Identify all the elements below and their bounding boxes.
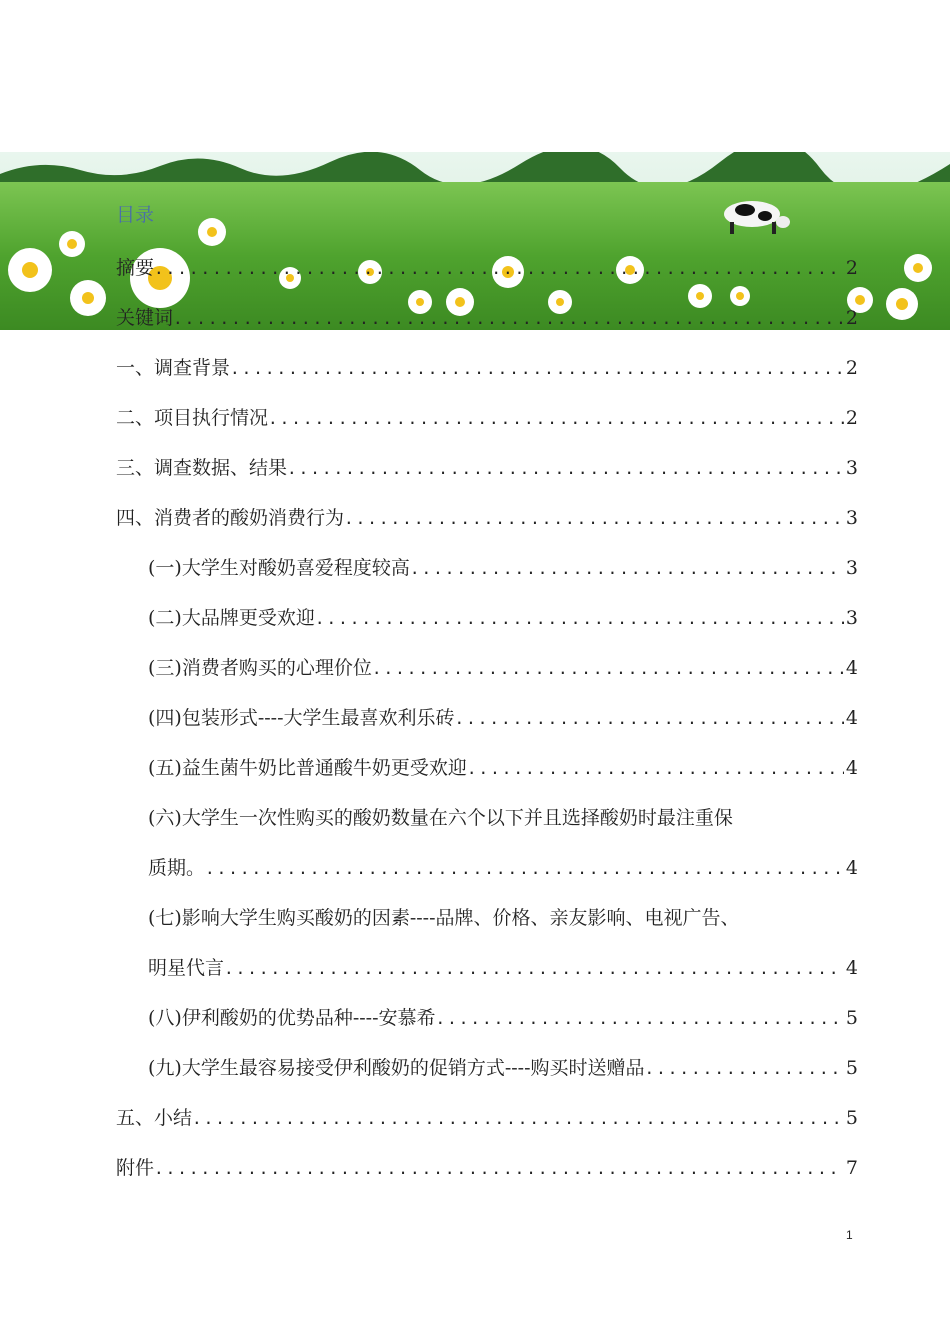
toc-entry-page: 3 (845, 457, 858, 479)
toc-entry-title: (八)伊利酸奶的优势品种----安慕希 (148, 1007, 436, 1029)
toc-entry-page: 4 (845, 707, 858, 729)
toc-leader-dots (173, 306, 844, 332)
toc-entry-title: 五、小结 (116, 1107, 193, 1129)
toc-entry-section-5[interactable] (116, 1105, 858, 1131)
toc-heading: 目录 (116, 204, 155, 226)
toc-leader-dots (436, 1006, 844, 1032)
toc-entry-title: 附件 (116, 1157, 155, 1179)
toc-entry-4-6-line1[interactable] (148, 805, 868, 831)
header-banner-image (0, 152, 950, 330)
toc-leader-dots (192, 1106, 844, 1132)
toc-leader-dots (268, 406, 844, 432)
toc-leader-dots (372, 656, 844, 682)
page-number: 1 (846, 1228, 853, 1242)
toc-leader-dots (344, 506, 844, 532)
toc-entry-4-8[interactable] (148, 1005, 858, 1031)
toc-entry-4-3[interactable] (148, 655, 858, 681)
toc-entry-4-9[interactable] (148, 1055, 858, 1081)
toc-leader-dots (287, 456, 844, 482)
toc-entry-4-2[interactable] (148, 605, 858, 631)
toc-leader-dots (154, 256, 844, 282)
toc-entry-title: 质期。 (148, 857, 206, 879)
toc-entry-page: 4 (845, 957, 858, 979)
toc-leader-dots (467, 756, 844, 782)
toc-entry-title: (三)消费者购买的心理价位 (148, 657, 372, 679)
toc-entry-title: (九)大学生最容易接受伊利酸奶的促销方式----购买时送赠品 (148, 1057, 645, 1079)
toc-leader-dots (315, 606, 844, 632)
toc-entry-page: 3 (845, 507, 858, 529)
toc-entry-appendix[interactable] (116, 1155, 858, 1181)
toc-entry-title: (六)大学生一次性购买的酸奶数量在六个以下并且选择酸奶时最注重保 (148, 807, 733, 829)
toc-entry-page: 4 (845, 657, 858, 679)
toc-entry-section-3[interactable] (116, 455, 858, 481)
toc-entry-page: 4 (845, 857, 858, 879)
toc-entry-section-1[interactable] (116, 355, 858, 381)
toc-entry-title: (二)大品牌更受欢迎 (148, 607, 315, 629)
toc-entry-title: 一、调查背景 (116, 357, 231, 379)
toc-entry-title: (四)包装形式----大学生最喜欢利乐砖 (148, 707, 455, 729)
toc-entry-title: 明星代言 (148, 957, 225, 979)
toc-entry-page: 2 (845, 357, 858, 379)
toc-leader-dots (230, 356, 844, 382)
toc-entry-section-2[interactable] (116, 405, 858, 431)
toc-entry-title: 关键词 (116, 307, 174, 329)
toc-entry-page: 2 (845, 257, 858, 279)
toc-entry-page: 4 (845, 757, 858, 779)
toc-leader-dots (205, 856, 844, 882)
toc-leader-dots (154, 1156, 844, 1182)
toc-entry-abstract[interactable] (116, 255, 858, 281)
toc-entry-page: 2 (845, 307, 858, 329)
toc-entry-title: 摘要 (116, 257, 155, 279)
toc-leader-dots (410, 556, 844, 582)
toc-entry-page: 5 (845, 1007, 858, 1029)
toc-entry-title: 四、消费者的酸奶消费行为 (116, 507, 345, 529)
toc-entry-title: (五)益生菌牛奶比普通酸牛奶更受欢迎 (148, 757, 467, 779)
toc-entry-4-7-line1[interactable] (148, 905, 874, 931)
toc-entry-page: 3 (845, 607, 858, 629)
toc-entry-page: 2 (845, 407, 858, 429)
toc-leader-dots (645, 1056, 844, 1082)
toc-entry-page: 3 (845, 557, 858, 579)
toc-entry-title: (七)影响大学生购买酸奶的因素----品牌、价格、亲友影响、电视广告、 (148, 907, 740, 929)
toc-leader-dots (224, 956, 844, 982)
toc-entry-page: 7 (845, 1157, 858, 1179)
toc-entry-page: 5 (845, 1107, 858, 1129)
toc-entry-4-6-line2[interactable] (148, 855, 858, 881)
toc-entry-keywords[interactable] (116, 305, 858, 331)
toc-entry-4-5[interactable] (148, 755, 858, 781)
toc-entry-title: 二、项目执行情况 (116, 407, 269, 429)
toc-entry-title: 三、调查数据、结果 (116, 457, 288, 479)
toc-entry-title: (一)大学生对酸奶喜爱程度较高 (148, 557, 410, 579)
toc-entry-page: 5 (845, 1057, 858, 1079)
toc-entry-4-1[interactable] (148, 555, 858, 581)
toc-entry-section-4[interactable] (116, 505, 858, 531)
toc-leader-dots (455, 706, 844, 732)
toc-entry-4-7-line2[interactable] (148, 955, 858, 981)
toc-entry-4-4[interactable] (148, 705, 858, 731)
